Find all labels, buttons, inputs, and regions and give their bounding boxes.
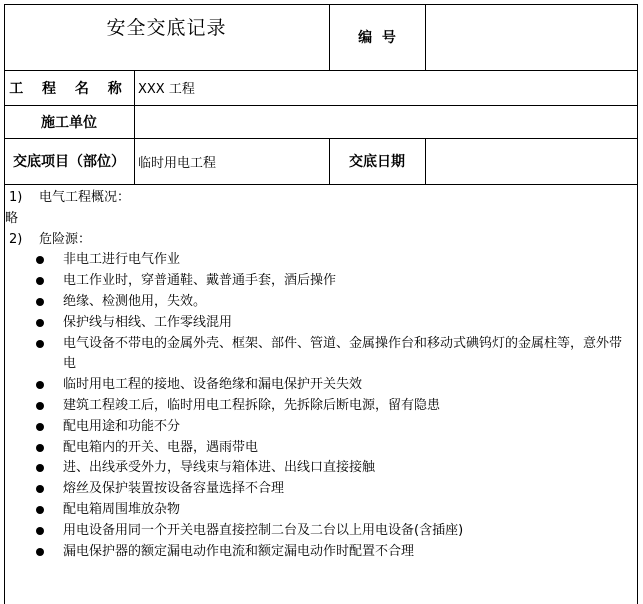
disclosure-content (5, 188, 637, 562)
bullet-icon (36, 548, 44, 556)
section-title: 电气工程概况： (39, 190, 131, 205)
hazard-item (5, 542, 637, 563)
section-heading (5, 188, 637, 209)
bullet-icon (36, 423, 44, 431)
section-heading (5, 230, 637, 251)
hazard-text: 漏电保护器的额定漏电动作电流和额定漏电动作时配置不合理 (63, 543, 415, 559)
section-text: 略 (5, 210, 19, 226)
hazard-text: 非电工进行电气作业 (63, 252, 181, 268)
hazard-item (5, 292, 637, 313)
bullet-icon (36, 277, 44, 285)
hazard-item (5, 479, 637, 500)
hazard-text: 建筑工程竣工后，临时用电工程拆除，先拆除后断电源，留有隐患 (63, 397, 441, 413)
disclosure-date-label: 交底日期 (349, 154, 405, 170)
construction-unit-value[interactable] (135, 105, 638, 138)
hazard-text: 配电箱内的开关、电器，遇雨带电 (63, 439, 259, 455)
disclosure-date-value[interactable] (425, 138, 638, 184)
hazard-item (5, 375, 637, 396)
section-number: 1) (9, 190, 23, 205)
bullet-icon (36, 298, 44, 306)
bullet-icon (36, 402, 44, 410)
section-title: 危险源： (39, 231, 92, 247)
hazard-item (5, 250, 637, 271)
hazard-text: 电工作业时，穿普通鞋、戴普通手套，酒后操作 (63, 273, 337, 289)
hazard-text: 绝缘、检测他用，失效。 (63, 293, 207, 309)
hazard-item (5, 313, 637, 334)
section-number: 2) (9, 231, 23, 247)
disclosure-item-value[interactable]: 临时用电工程 (138, 155, 217, 171)
bullet-icon (36, 485, 44, 493)
disclosure-item-label: 交底项目（部位） (13, 154, 125, 170)
project-name-value[interactable]: XXX 工程 (138, 82, 195, 97)
bullet-icon (36, 319, 44, 327)
hazard-text: 进、出线承受外力，导线束与箱体进、出线口直接接触 (63, 460, 376, 476)
bullet-icon (36, 381, 44, 389)
table-rule (4, 184, 638, 185)
hazard-text: 熔丝及保护装置按设备容量选择不合理 (63, 481, 285, 497)
hazard-item (5, 396, 637, 417)
form-title: 安全交底记录 (106, 16, 227, 39)
hazard-text: 配电用途和功能不分 (63, 418, 181, 434)
bullet-icon (36, 464, 44, 472)
hazard-item (5, 334, 637, 376)
bullet-icon (36, 506, 44, 514)
bullet-icon (36, 444, 44, 452)
hazard-item (5, 521, 637, 542)
number-value[interactable] (425, 4, 638, 70)
bullet-icon (36, 527, 44, 535)
hazard-text: 临时用电工程的接地、设备绝缘和漏电保护开关失效 (63, 377, 363, 393)
hazard-text: 电气设备不带电的金属外壳、框架、部件、管道、金属操作台和移动式碘钨灯的金属柱等，意外带电 (63, 335, 623, 372)
hazard-item (5, 417, 637, 438)
hazard-text: 用电设备用同一个开关电器直接控制二台及二台以上用电设备(含插座) (63, 522, 464, 538)
hazard-item (5, 500, 637, 521)
hazard-item (5, 438, 637, 459)
hazard-item (5, 458, 637, 479)
hazard-item (5, 271, 637, 292)
project-name-label: 工 程 名 称 (9, 80, 129, 97)
construction-unit-label: 施工单位 (41, 114, 97, 131)
hazard-text: 配电箱周围堆放杂物 (63, 501, 181, 517)
number-label: 编 号 (358, 30, 396, 46)
hazard-text: 保护线与相线、工作零线混用 (63, 314, 233, 330)
bullet-icon (36, 256, 44, 264)
bullet-icon (36, 340, 44, 348)
hazard-list (5, 250, 637, 562)
